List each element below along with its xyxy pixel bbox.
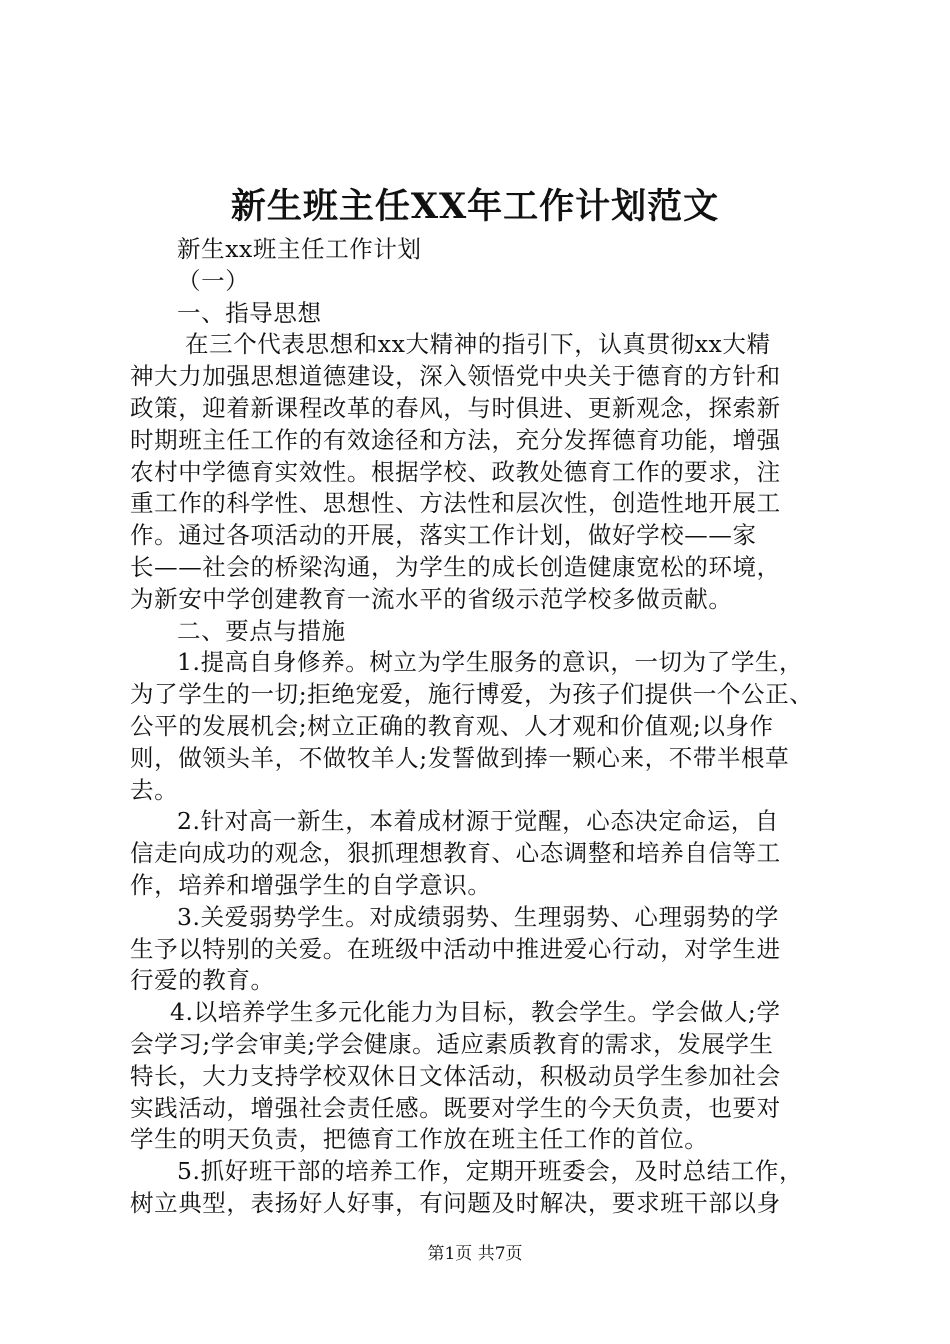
paragraph-line: 则，做领头羊，不做牧羊人;发誓做到捧一颗心来，不带半根草: [130, 743, 790, 772]
paragraph-line: 2.针对高一新生，本着成材源于觉醒，心态决定命运，自: [177, 807, 780, 836]
paragraph-line: 时期班主任工作的有效途径和方法，充分发挥德育功能，增强: [130, 425, 781, 454]
paragraph-line: 会学习;学会审美;学会健康。适应素质教育的需求，发展学生: [130, 1029, 774, 1058]
paragraph-line: 重工作的科学性、思想性、方法性和层次性，创造性地开展工: [130, 489, 781, 518]
paragraph-line: 长——社会的桥梁沟通，为学生的成长创造健康宽松的环境，: [130, 552, 781, 581]
paragraph-line: 3.关爱弱势学生。对成绩弱势、生理弱势、心理弱势的学: [177, 902, 780, 931]
paragraph-line: 在三个代表思想和xx大精神的指引下，认真贯彻xx大精: [185, 330, 771, 359]
paragraph-line: 公平的发展机会;树立正确的教育观、人才观和价值观;以身作: [130, 711, 774, 740]
document-title: 新生班主任XX年工作计划范文: [230, 186, 720, 227]
paragraph-line: 学生的明天负责，把德育工作放在班主任工作的首位。: [130, 1125, 709, 1154]
paragraph-line: 树立典型，表扬好人好事，有问题及时解决，要求班干部以身: [130, 1188, 781, 1217]
paragraph-line: 5.抓好班干部的培养工作，定期开班委会，及时总结工作，: [177, 1157, 804, 1186]
heading-key-points: 二、要点与措施: [177, 616, 346, 645]
document-body: [130, 234, 830, 1220]
paragraph-line: 1.提高自身修养。树立为学生服务的意识，一切为了学生，: [177, 648, 804, 677]
paragraph-line: 神大力加强思想道德建设，深入领悟党中央关于德育的方针和: [130, 362, 781, 391]
paragraph-line: 作。通过各项活动的开展，落实工作计划，做好学校——家: [130, 521, 757, 550]
paragraph-line: 为了学生的一切;拒绝宠爱，施行博爱，为孩子们提供一个公正、: [130, 680, 814, 709]
paragraph-line: 作，培养和增强学生的自学意识。: [130, 870, 492, 899]
paragraph-line: 去。: [130, 775, 179, 804]
paragraph-line: 政策，迎着新课程改革的春风，与时俱进、更新观念，探索新: [130, 393, 781, 422]
paragraph-line: 为新安中学创建教育一流水平的省级示范学校多做贡献。: [130, 584, 733, 613]
paragraph-line: 农村中学德育实效性。根据学校、政教处德育工作的要求，注: [130, 457, 781, 486]
page-footer: 第1页 共7页: [427, 1244, 523, 1264]
paragraph-line: 生予以特别的关爱。在班级中活动中推进爱心行动，对学生进: [130, 934, 781, 963]
paragraph-line: 信走向成功的观念，狠抓理想教育、心态调整和培养自信等工: [130, 839, 781, 868]
subtitle-line: 新生xx班主任工作计划: [177, 235, 422, 263]
section-number: （一）: [177, 266, 250, 295]
paragraph-line: 实践活动，增强社会责任感。既要对学生的今天负责，也要对: [130, 1093, 781, 1122]
paragraph-line: 特长，大力支持学校双休日文体活动，积极动员学生参加社会: [130, 1061, 781, 1090]
paragraph-line: 行爱的教育。: [130, 966, 275, 995]
paragraph-line: 4.以培养学生多元化能力为目标，教会学生。学会做人;学: [170, 998, 781, 1027]
heading-guiding-thought: 一、指导思想: [177, 298, 322, 327]
